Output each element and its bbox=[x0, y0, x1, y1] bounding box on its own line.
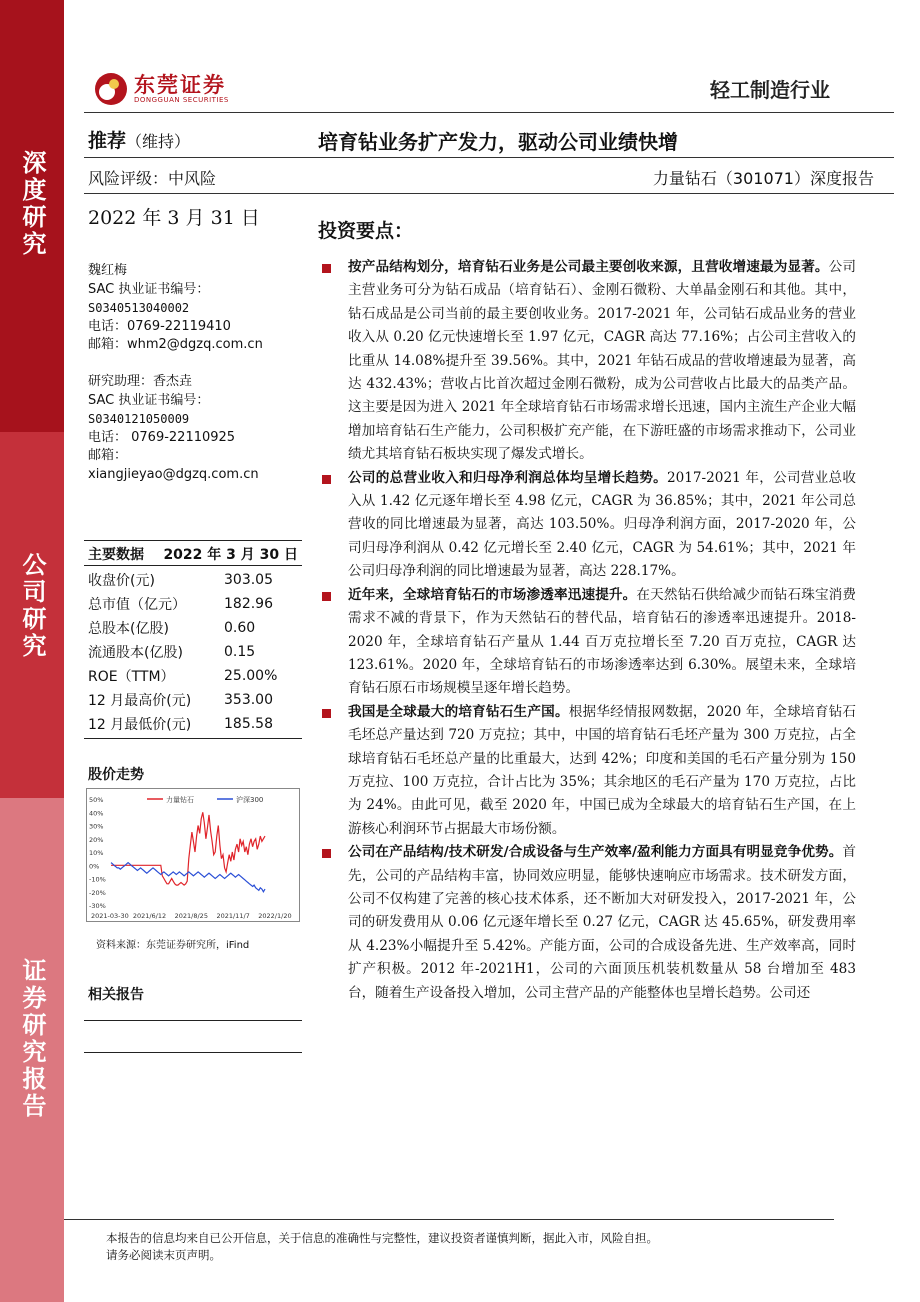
x-tick-label: 2021/6/12 bbox=[132, 912, 167, 920]
highlight-body: 2017-2021 年，公司营业总收入从 1.42 亿元逐年增长至 4.98 亿元，CAGR 为 36.85%；其中，2021 年公司总营收的同比增速最为显著，高达 103.50%。归母净利润方面，2017-2020 年，公司归母净利润从 0.42 亿元增长至 2.40 亿元，CAGR 为 54.61%；其中，2021 年公司归母净利润的同比增速最为显著，高达 228.17%。 bbox=[348, 469, 856, 580]
legend-label: 力量钻石 bbox=[166, 796, 194, 804]
legend-label: 沪深300 bbox=[236, 796, 264, 804]
logo-text-en: DONGGUAN SECURITIES bbox=[134, 96, 229, 104]
rating-sub: （维持） bbox=[126, 132, 191, 151]
assistant-name: 研究助理：香杰垚 bbox=[88, 373, 193, 389]
x-tick-label: 2021/8/25 bbox=[174, 912, 208, 920]
footer-notice: 请务必阅读末页声明。 bbox=[106, 1248, 221, 1262]
highlight-body: 首先，公司的产品结构丰富，协同效应明显，能够快速响应市场需求。技术研发方面，公司不仅构建了完善的核心技术体系，还不断加大对研发投入，2017-2021 年，公司的研发费用从 0.06 亿元逐年增长至 0.27 亿元，CAGR 达 45.65%，研发费用率从 4.23%小幅提升至 5.42%。产能方面，公司的合成设备先进、生产效率高，同时扩产积极。2012 年-2021H1，公司的六面顶压机装机数量从 58 台增加至 483 台，随着生产设备投入增加，公司主营产品的产能整体也呈增长趋势。公司还 bbox=[348, 844, 856, 1001]
analyst-phone: 电话：0769-22119410 bbox=[88, 318, 231, 334]
highlight-item bbox=[318, 701, 856, 841]
highlight-lead: 公司的总营业收入和归母净利润总体均呈增长趋势。 bbox=[348, 469, 667, 486]
subtitle-divider bbox=[84, 193, 894, 194]
key-data-row bbox=[88, 640, 298, 664]
key-data-title bbox=[88, 544, 298, 564]
logo-text-cn: 东莞证券 bbox=[134, 73, 226, 97]
y-tick-label: 20% bbox=[89, 835, 104, 844]
assistant-sac-label: SAC 执业证书编号： bbox=[88, 392, 210, 408]
key-data-row bbox=[88, 664, 298, 688]
related-line-1 bbox=[84, 1020, 302, 1021]
y-tick-label: 0% bbox=[89, 862, 100, 871]
analyst-email[interactable]: 邮箱：whm2@dgzq.com.cn bbox=[88, 337, 263, 353]
key-data-label: 总市值（亿元） bbox=[88, 597, 186, 613]
highlight-body: 公司主营业务可分为钻石成品（培育钻石）、金刚石微粉、大单晶金刚石和其他。其中，钻石成品是公司当前的最主要创收业务。2017-2021 年，公司钻石成品业务的营业收入从 0.20 亿元快速增长至 1.97 亿元，CAGR 高达 77.16%；占公司主营收入的比重从 14.08%提升至 39.56%。其中，2021 年钻石成品的营收增速最为显著，高达 432.43%；营收占比首次超过金刚石微粉，成为公司营收占比最大的品类产品。这主要是因为进入 2021 年全球培育钻石市场需求增长迅速，国内主流生产企业大幅增加培育钻石生产能力，公司积极扩充产能，在下游旺盛的市场需求推动下，公司业绩尤其培育钻石板块实现了爆发式增长。 bbox=[348, 259, 856, 463]
bullet-square-icon bbox=[322, 592, 331, 601]
sidebar-block-company-research bbox=[0, 432, 64, 798]
report-title: 培育钻业务扩产发力，驱动公司业绩快增 bbox=[318, 130, 678, 154]
key-data-value: 0.15 bbox=[224, 644, 256, 660]
key-data-row bbox=[88, 568, 298, 592]
key-data-value: 185.58 bbox=[224, 716, 273, 732]
key-data-value: 303.05 bbox=[224, 572, 273, 588]
bullet-square-icon bbox=[322, 264, 331, 273]
key-data-table bbox=[88, 568, 298, 736]
stock-price-title: 股价走势 bbox=[88, 767, 144, 783]
series-line-stock bbox=[111, 812, 265, 885]
industry-label: 轻工制造行业 bbox=[710, 78, 830, 102]
investment-highlights bbox=[318, 256, 856, 1005]
analyst-sac: S0340513040002 bbox=[88, 301, 190, 316]
logo bbox=[94, 72, 229, 106]
y-tick-label: 10% bbox=[89, 849, 104, 857]
assistant-sac: S0340121050009 bbox=[88, 412, 190, 427]
highlight-item bbox=[318, 256, 856, 467]
key-data-title-left: 主要数据 bbox=[88, 547, 144, 563]
key-data-value: 25.00% bbox=[224, 668, 278, 684]
x-tick-label: 2021-03-30 bbox=[91, 912, 129, 920]
y-tick-label: -10% bbox=[89, 875, 106, 884]
highlight-body: 在天然钻石供给减少而钻石珠宝消费需求不减的背景下，作为天然钻石的替代品，培育钻石的渗透率迅速提升。2018-2020 年，全球培育钻石产量从 1.44 百万克拉增长至 7.20 百万克拉，CAGR 达 123.61%。2020 年，全球培育钻石的市场渗透率达到 6.30%。展望未来，全球培育钻石原石市场规模呈逐年增长趋势。 bbox=[348, 586, 857, 697]
bullet-square-icon bbox=[322, 475, 331, 484]
highlight-item bbox=[318, 584, 856, 701]
key-data-top-line bbox=[84, 540, 302, 541]
key-data-label: 收盘价(元) bbox=[88, 573, 155, 589]
sidebar-block-securities-report bbox=[0, 798, 64, 1302]
key-data-label: 总股本(亿股) bbox=[88, 621, 169, 637]
analyst-sac-label: SAC 执业证书编号： bbox=[88, 281, 210, 297]
rating-main: 推荐 bbox=[88, 130, 127, 152]
footer-disclaimer: 本报告的信息均来自已公开信息，关于信息的准确性与完整性，建议投资者谨慎判断，据此入市，风险自担。 bbox=[106, 1231, 658, 1245]
invest-heading: 投资要点： bbox=[318, 220, 414, 242]
highlight-lead: 按产品结构划分，培育钻石业务是公司最主要创收来源，且营收增速最为显著。 bbox=[348, 259, 829, 275]
key-data-label: 12 月最低价(元) bbox=[88, 717, 192, 733]
key-data-bottom-line bbox=[84, 738, 302, 739]
key-data-label: 流通股本(亿股) bbox=[88, 645, 183, 661]
bullet-square-icon bbox=[322, 709, 331, 718]
key-data-row bbox=[88, 712, 298, 736]
key-data-value: 353.00 bbox=[224, 692, 273, 708]
footer bbox=[106, 1230, 658, 1264]
highlight-lead: 近年来，全球培育钻石的市场渗透率迅速提升。 bbox=[348, 586, 637, 603]
risk-rating: 风险评级：中风险 bbox=[88, 169, 217, 188]
x-tick-label: 2022/1/20 bbox=[258, 912, 292, 920]
analyst-info bbox=[88, 262, 298, 485]
highlight-item bbox=[318, 841, 856, 1005]
stock-price-chart bbox=[86, 788, 300, 922]
highlight-body: 根据华经情报网数据，2020 年，全球培育钻石毛坯总产量达到 720 万克拉；其中，中国的培育钻石毛坯产量为 300 万克拉，占全球培育钻石毛坯总产量的比重最大，达到 42%；印度和美国的毛石产量分别为 150 万克拉、100 万克拉，合计占比为 35%；其余地区的毛石产量为 170 万克拉，占比为 24%。由此可见，截至 2020 年，中国已成为全球最大的培育钻石生产国，在上游核心利润环节占据最大市场份额。 bbox=[348, 703, 857, 837]
key-data-row bbox=[88, 616, 298, 640]
key-data-label: ROE（TTM） bbox=[88, 669, 175, 685]
report-type: 力量钻石（301071）深度报告 bbox=[652, 169, 874, 188]
highlight-item bbox=[318, 467, 856, 584]
analyst-name: 魏红梅 bbox=[88, 263, 128, 278]
sidebar-label: 证券研究报告 bbox=[18, 958, 46, 1120]
x-tick-label: 2021/11/7 bbox=[216, 912, 250, 920]
assistant-phone: 电话： 0769-22110925 bbox=[88, 429, 236, 445]
sidebar-label: 深度研究 bbox=[18, 150, 46, 258]
assistant-email[interactable]: xiangjieyao@dgzq.com.cn bbox=[88, 466, 259, 482]
logo-icon bbox=[94, 72, 128, 106]
y-tick-label: 40% bbox=[89, 809, 104, 818]
highlight-lead: 公司在产品结构/技术研发/合成设备与生产效率/盈利能力方面具有明显竞争优势。 bbox=[348, 844, 843, 861]
assistant-email-label: 邮箱： bbox=[88, 448, 128, 464]
sidebar-label: 公司研究 bbox=[18, 552, 46, 660]
report-date: 2022 年 3 月 31 日 bbox=[88, 207, 260, 229]
y-tick-label: -20% bbox=[89, 888, 106, 897]
key-data-row bbox=[88, 592, 298, 616]
stock-chart-svg bbox=[87, 789, 301, 923]
y-tick-label: -30% bbox=[89, 902, 106, 910]
highlight-lead: 我国是全球最大的培育钻石生产国。 bbox=[348, 703, 569, 720]
y-tick-label: 50% bbox=[89, 796, 104, 804]
header-divider bbox=[84, 112, 894, 113]
sidebar-block-deep-research bbox=[0, 0, 64, 432]
side-bar bbox=[0, 0, 64, 1302]
footer-divider bbox=[64, 1219, 834, 1220]
key-data-title-right: 2022 年 3 月 30 日 bbox=[163, 547, 298, 563]
key-data-label: 12 月最高价(元) bbox=[88, 693, 192, 709]
bullet-square-icon bbox=[322, 849, 331, 858]
chart-source: 资料来源：东莞证券研究所，iFind bbox=[96, 940, 250, 951]
title-divider bbox=[84, 157, 894, 158]
key-data-header-line bbox=[84, 565, 302, 566]
key-data-value: 182.96 bbox=[224, 596, 273, 612]
y-tick-label: 30% bbox=[89, 822, 104, 831]
key-data-value: 0.60 bbox=[224, 620, 256, 636]
related-reports-title: 相关报告 bbox=[88, 987, 144, 1003]
key-data-row bbox=[88, 688, 298, 712]
rating bbox=[88, 126, 190, 153]
related-line-2 bbox=[84, 1052, 302, 1053]
